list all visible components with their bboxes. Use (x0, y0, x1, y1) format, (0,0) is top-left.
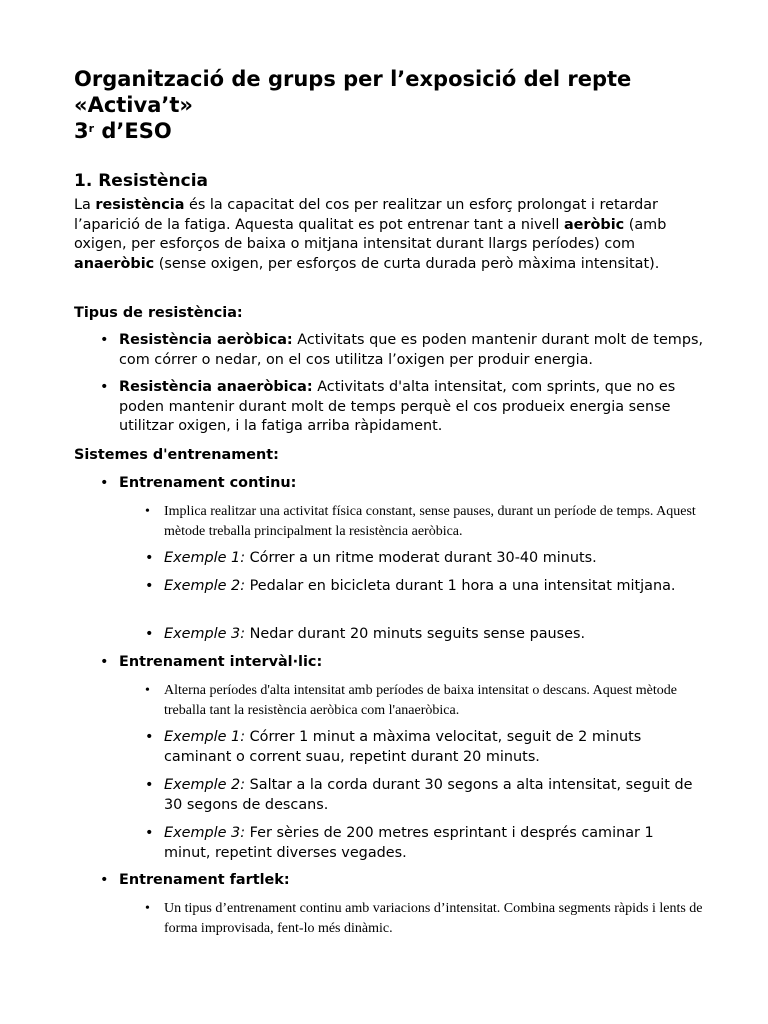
intro-paragraph: La resistència és la capacitat del cos per realitzar un esforç prolongat i retardar l’aparició de la fatiga. Aquesta qualitat es pot entrenar tant a nivell aeròbic (amb oxigen, per esforços de baixa o mitjana intensitat durant llargs períodes) com anaeròbic (sense oxigen, per esforços de curta durada però màxima intensitat). (74, 197, 667, 273)
bullet-icon: • (145, 626, 154, 642)
bullet-icon: • (100, 332, 109, 348)
description-text: Alterna períodes d'alta intensitat amb períodes de baixa intensitat o descans. Aquest mètode treballa tant la resistència aeròbica com l'anaeròbica. (164, 683, 677, 718)
bullet-icon: • (145, 777, 154, 793)
bullet-icon: • (100, 654, 109, 670)
system-name: Entrenament continu: (119, 475, 297, 491)
list-item-text: Resistència anaeròbica: Activitats d'alta intensitat, com sprints, que no es poden mantenir durant molt de temps perquè el cos produeix energia sense utilitzar oxigen, i la fatiga arriba ràpidament. (119, 379, 676, 435)
example-text: Exemple 3: Fer sèries de 200 metres esprintant i després caminar 1 minut, repetint diverses vegades. (164, 825, 654, 861)
bullet-icon: • (145, 729, 154, 745)
bullet-icon: • (145, 825, 154, 841)
description-text: Un tipus d’entrenament continu amb variacions d’intensitat. Combina segments ràpids i lents de forma improvisada, fent-lo més dinàmic. (164, 901, 703, 936)
bullet-icon: • (100, 872, 109, 888)
description-text: Implica realitzar una activitat física constant, sense pauses, durant un període de temps. Aquest mètode treballa principalment la resistència aeròbica. (164, 504, 696, 539)
page-title (74, 66, 714, 144)
example-text: Exemple 2: Saltar a la corda durant 30 segons a alta intensitat, seguit de 30 segons de descans. (164, 777, 693, 813)
term-anaerobic: anaeròbic (74, 256, 155, 273)
term-resistencia: resistència (95, 197, 185, 213)
example-text: Exemple 1: Córrer a un ritme moderat durant 30-40 minuts. (164, 550, 597, 566)
list-item-text: Resistència aeròbica: Activitats que es poden mantenir durant molt de temps, com córrer o nedar, on el cos utilitza l’oxigen per produir energia. (119, 332, 704, 368)
title-line-2: «Activa’t» (74, 93, 193, 117)
term-aerobic: aeròbic (563, 216, 625, 233)
bullet-icon: • (145, 901, 150, 916)
bullet-icon: • (145, 550, 154, 566)
system-name: Entrenament fartlek: (119, 872, 290, 888)
title-superscript: r (88, 122, 95, 135)
example-text: Exemple 1: Córrer 1 minut a màxima velocitat, seguit de 2 minuts caminant o corrent suau, repetint durant 20 minuts. (164, 729, 642, 765)
bullet-icon: • (145, 578, 154, 594)
bullet-icon: • (145, 504, 150, 519)
systems-heading: Sistemes d'entrenament: (74, 447, 279, 463)
system-name: Entrenament intervàl·lic: (119, 654, 323, 670)
bullet-icon: • (100, 379, 109, 395)
title-line-3: 3$^r$ d’ESO (74, 119, 172, 143)
section-heading: 1. Resistència (74, 171, 209, 191)
bullet-icon: • (100, 475, 109, 491)
bullet-icon: • (145, 683, 150, 698)
example-text: Exemple 2: Pedalar en bicicleta durant 1 hora a una intensitat mitjana. (164, 578, 676, 594)
example-text: Exemple 3: Nedar durant 20 minuts seguits sense pauses. (164, 626, 586, 642)
types-heading: Tipus de resistència: (74, 305, 243, 321)
title-line-1: Organització de grups per l’exposició del repte (74, 67, 632, 91)
